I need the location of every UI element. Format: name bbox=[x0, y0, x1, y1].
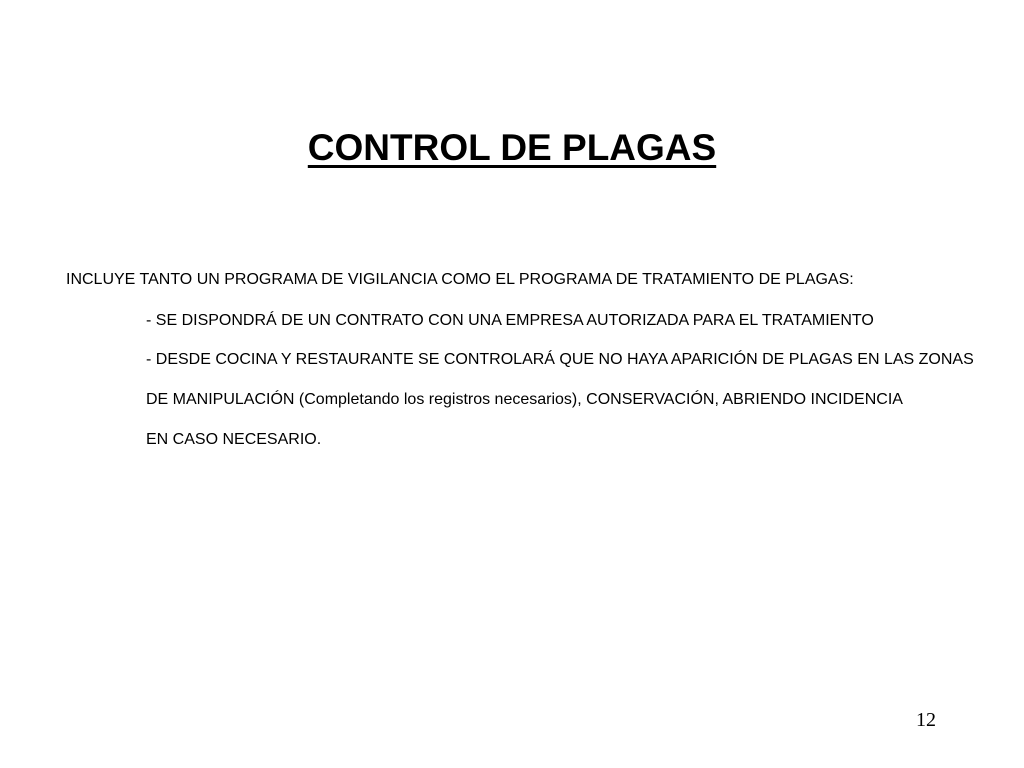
bullet-contract: - SE DISPONDRÁ DE UN CONTRATO CON UNA EMPRESA AUTORIZADA PARA EL TRATAMIENTO bbox=[146, 312, 874, 329]
bullet-control-line-1: - DESDE COCINA Y RESTAURANTE SE CONTROLARÁ QUE NO HAYA APARICIÓN DE PLAGAS EN LAS ZONAS bbox=[146, 351, 974, 368]
bullet-control-line-2: DE MANIPULACIÓN (Completando los registros necesarios), CONSERVACIÓN, ABRIENDO INCIDENCIA bbox=[146, 391, 903, 408]
bullet-control-line-3: EN CASO NECESARIO. bbox=[146, 431, 322, 448]
page-number: 12 bbox=[916, 709, 936, 731]
intro-text: INCLUYE TANTO UN PROGRAMA DE VIGILANCIA COMO EL PROGRAMA DE TRATAMIENTO DE PLAGAS: bbox=[66, 271, 854, 288]
slide-title bbox=[0, 124, 1024, 172]
slide-title-text: CONTROL DE PLAGAS bbox=[307, 127, 717, 168]
